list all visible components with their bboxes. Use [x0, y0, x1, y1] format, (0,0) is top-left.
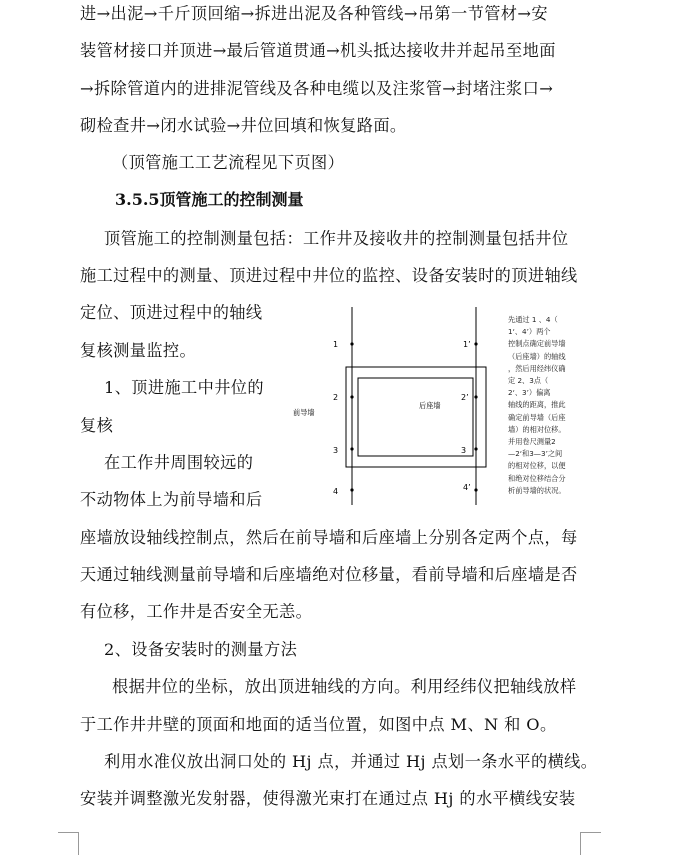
subsection-title: 复核 — [80, 416, 114, 435]
page-corner-mark — [580, 832, 601, 855]
body-line: 座墙放设轴线控制点，然后在前导墙和后座墙上分别各定两个点，每 — [80, 528, 578, 547]
body-line: 顶管施工的控制测量包括：工作井及接收井的控制测量包括井位 — [104, 229, 569, 248]
point-label: 1 — [333, 340, 339, 349]
point-label: 4’ — [463, 483, 471, 492]
body-line: 有位移，工作井是否安全无恙。 — [80, 602, 313, 621]
point-label: 2 — [333, 393, 339, 402]
point-label: 1’ — [463, 340, 471, 349]
well-inner-frame — [358, 378, 473, 456]
body-line: 天通过轴线测量前导墙和后座墙绝对位移量，看前导墙和后座墙是否 — [80, 565, 578, 584]
body-line: 根据井位的坐标，放出顶进轴线的方向。利用经纬仪把轴线放样 — [112, 677, 577, 696]
body-line: →拆除管道内的进排泥管线及各种电缆以及注浆管→封堵注浆口→ — [80, 79, 554, 98]
body-line: 不动物体上为前导墙和后 — [80, 490, 263, 509]
section-heading: 3.5.5顶管施工的控制测量 — [115, 190, 304, 209]
body-line: 安装并调整激光发射器，使得激光束打在通过点 Hj 的水平横线安装 — [80, 789, 576, 808]
body-line: 利用水准仪放出洞口处的 Hj 点，并通过 Hj 点划一条水平的横线。 — [104, 752, 598, 771]
subsection-title: 2、设备安装时的测量方法 — [104, 640, 298, 659]
diagram-note: 先通过 1 、4（ 1‘、4’）两个 控制点确定前导墙 （后座墙）的轴线 ，然后用经纬仪确 定 2、3点（ 2‘、3’）偏离 轴线的距离，推此 确定前导墙（后座 墙）的相对位移。 并用卷尺测量2 —2‘和3—3’之间 的相对位移，以便 和绝对位移结合分 析前导墙的状况。 — [508, 315, 566, 495]
point-label: 3 — [461, 446, 467, 455]
flow-note: （顶管施工工艺流程见下页图） — [112, 153, 345, 172]
body-line: 进→出泥→千斤顶回缩→拆进出泥及各种管线→吊第一节管材→安 — [80, 4, 548, 23]
point-label: 3 — [333, 446, 339, 455]
body-line: 于工作井井壁的顶面和地面的适当位置，如图中点 M、N 和 O。 — [80, 715, 557, 734]
point-label: 4 — [333, 487, 339, 496]
body-line: 砌检查井→闭水试验→井位回填和恢复路面。 — [80, 116, 407, 135]
body-line: 定位、顶进过程中的轴线 — [80, 303, 263, 322]
front-wall-label: 前导墙 — [293, 408, 315, 417]
body-line: 在工作井周围较远的 — [104, 453, 254, 472]
point-label: 2’ — [461, 393, 469, 402]
well-survey-diagram — [285, 305, 510, 515]
body-line: 施工过程中的测量、顶进过程中井位的监控、设备安装时的顶进轴线 — [80, 266, 578, 285]
body-line: 复核测量监控。 — [80, 341, 197, 360]
subsection-title: 1、顶进施工中井位的 — [104, 378, 264, 397]
body-line: 装管材接口并顶进→最后管道贯通→机头抵达接收井并起吊至地面 — [80, 41, 556, 60]
control-points — [350, 342, 477, 491]
page-corner-mark — [58, 832, 79, 855]
back-wall-label: 后座墙 — [419, 401, 441, 410]
